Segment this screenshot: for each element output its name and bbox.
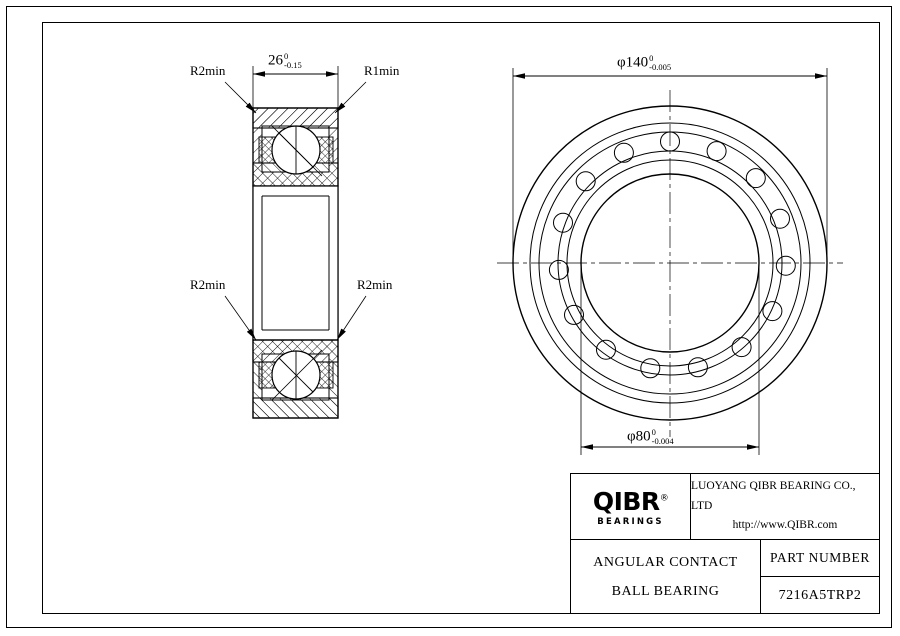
product-description-line2: BALL BEARING xyxy=(611,584,720,599)
dimension-width-tolerance xyxy=(284,52,302,70)
section-view xyxy=(253,108,338,418)
label-r2min-top-left: R2min xyxy=(190,63,226,78)
title-block-body xyxy=(571,540,879,614)
dimension-bore-diameter-text xyxy=(627,428,674,446)
product-description-line1: ANGULAR CONTACT xyxy=(593,554,738,570)
outer-diameter-tolerance xyxy=(649,54,671,72)
title-block-header xyxy=(571,474,879,540)
part-number-value: 7216A5TRP2 xyxy=(778,587,862,603)
dimension-width-value: 26 xyxy=(268,52,283,69)
label-r1min-top-right: R1min xyxy=(364,63,400,78)
outer-diameter-lower: -0.005 xyxy=(649,62,672,73)
dimension-width-lower: -0.15 xyxy=(284,60,302,71)
label-r2min-bottom-left: R2min xyxy=(190,277,226,292)
company-info xyxy=(691,474,879,539)
dimension-width-upper: 0 xyxy=(284,51,289,61)
dimension-outer-diameter-text xyxy=(617,54,671,72)
outer-diameter-upper: 0 xyxy=(649,53,654,63)
outer-diameter-symbol: φ xyxy=(617,54,626,71)
dimension-width xyxy=(253,66,338,108)
company-logo xyxy=(571,474,691,539)
title-block xyxy=(570,473,880,614)
dimension-width-text xyxy=(268,52,302,70)
bore-diameter-upper: 0 xyxy=(651,427,656,437)
logo-main-text: QIBR xyxy=(592,486,660,516)
product-description xyxy=(571,540,761,614)
front-view xyxy=(497,90,843,437)
part-number-section xyxy=(761,540,879,614)
bore-diameter-tolerance xyxy=(652,428,674,446)
logo-subtitle: BEARINGS xyxy=(597,516,664,527)
bore-diameter-lower: -0.004 xyxy=(651,436,674,447)
bore-diameter-symbol: φ xyxy=(627,428,636,445)
company-website[interactable]: http://www.QIBR.com xyxy=(732,519,838,532)
label-r2min-bottom-right: R2min xyxy=(357,277,393,292)
registered-trademark-icon: ® xyxy=(659,493,669,504)
outer-diameter-value: 140 xyxy=(625,54,649,71)
bore-diameter-value: 80 xyxy=(635,428,651,445)
logo-text xyxy=(592,486,669,516)
company-name: LUOYANG QIBR BEARING CO., LTD xyxy=(691,480,856,512)
part-number-label: PART NUMBER xyxy=(761,540,879,577)
